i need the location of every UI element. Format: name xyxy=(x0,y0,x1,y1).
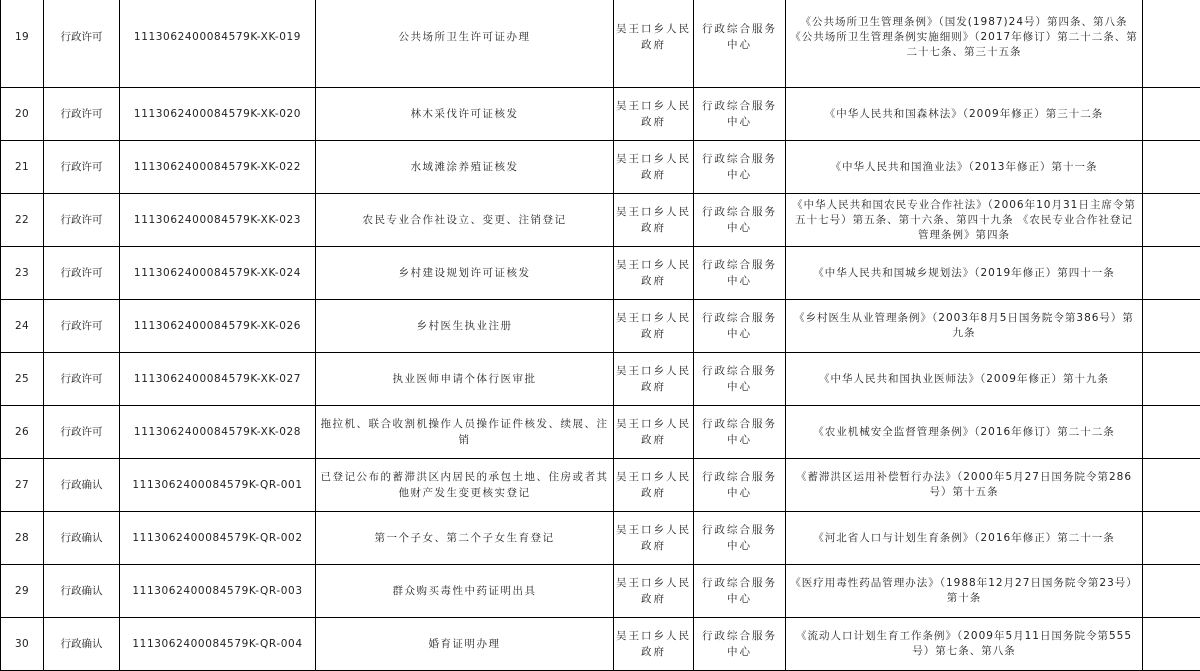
row-item-name: 公共场所卫生许可证办理 xyxy=(316,0,614,88)
row-remark xyxy=(1143,300,1200,353)
row-code: 1113062400084579K-XK-027 xyxy=(120,353,316,406)
row-number: 26 xyxy=(1,406,44,459)
row-department: 行政综合服务中心 xyxy=(694,247,786,300)
row-item-name: 水域滩涂养殖证核发 xyxy=(316,141,614,194)
table-row xyxy=(1,406,1200,459)
row-category: 行政许可 xyxy=(44,0,120,88)
row-item-name: 第一个子女、第二个子女生育登记 xyxy=(316,512,614,565)
row-code: 1113062400084579K-XK-019 xyxy=(120,0,316,88)
row-category: 行政确认 xyxy=(44,512,120,565)
row-legal-basis: 《中华人民共和国执业医师法》（2009年修正）第十九条 xyxy=(786,353,1143,406)
row-code: 1113062400084579K-XK-024 xyxy=(120,247,316,300)
row-category: 行政许可 xyxy=(44,406,120,459)
row-department: 行政综合服务中心 xyxy=(694,141,786,194)
row-subject: 吴王口乡人民政府 xyxy=(614,353,694,406)
row-code: 1113062400084579K-XK-023 xyxy=(120,194,316,247)
table-row xyxy=(1,353,1200,406)
row-category: 行政许可 xyxy=(44,194,120,247)
row-subject: 吴王口乡人民政府 xyxy=(614,194,694,247)
row-category: 行政许可 xyxy=(44,247,120,300)
row-item-name: 乡村建设规划许可证核发 xyxy=(316,247,614,300)
row-number: 21 xyxy=(1,141,44,194)
row-remark xyxy=(1143,0,1200,88)
row-department: 行政综合服务中心 xyxy=(694,512,786,565)
row-remark xyxy=(1143,406,1200,459)
row-department: 行政综合服务中心 xyxy=(694,618,786,671)
row-category: 行政许可 xyxy=(44,353,120,406)
row-subject: 吴王口乡人民政府 xyxy=(614,459,694,512)
table-row xyxy=(1,88,1200,141)
row-legal-basis: 《中华人民共和国渔业法》（2013年修正）第十一条 xyxy=(786,141,1143,194)
row-category: 行政许可 xyxy=(44,88,120,141)
row-legal-basis: 《流动人口计划生育工作条例》（2009年5月11日国务院令第555号）第七条、第八条 xyxy=(786,618,1143,671)
row-category: 行政确认 xyxy=(44,459,120,512)
table-body xyxy=(1,0,1200,671)
row-code: 1113062400084579K-XK-022 xyxy=(120,141,316,194)
row-legal-basis: 《中华人民共和国农民专业合作社法》（2006年10月31日主席令第五十七号）第五条、第十六条、第四十九条 《农民专业合作社登记管理条例》第四条 xyxy=(786,194,1143,247)
row-legal-basis: 《蓄滞洪区运用补偿暂行办法》（2000年5月27日国务院令第286号）第十五条 xyxy=(786,459,1143,512)
row-subject: 吴王口乡人民政府 xyxy=(614,565,694,618)
row-legal-basis: 《中华人民共和国城乡规划法》（2019年修正）第四十一条 xyxy=(786,247,1143,300)
row-remark xyxy=(1143,194,1200,247)
row-remark xyxy=(1143,353,1200,406)
table-row xyxy=(1,194,1200,247)
row-department: 行政综合服务中心 xyxy=(694,0,786,88)
row-remark xyxy=(1143,88,1200,141)
row-remark xyxy=(1143,512,1200,565)
row-number: 20 xyxy=(1,88,44,141)
row-department: 行政综合服务中心 xyxy=(694,459,786,512)
row-number: 22 xyxy=(1,194,44,247)
row-item-name: 农民专业合作社设立、变更、注销登记 xyxy=(316,194,614,247)
row-category: 行政许可 xyxy=(44,300,120,353)
row-number: 28 xyxy=(1,512,44,565)
row-department: 行政综合服务中心 xyxy=(694,565,786,618)
row-subject: 吴王口乡人民政府 xyxy=(614,141,694,194)
row-subject: 吴王口乡人民政府 xyxy=(614,88,694,141)
row-number: 29 xyxy=(1,565,44,618)
row-category: 行政确认 xyxy=(44,565,120,618)
row-department: 行政综合服务中心 xyxy=(694,300,786,353)
row-legal-basis: 《乡村医生从业管理条例》（2003年8月5日国务院令第386号）第九条 xyxy=(786,300,1143,353)
row-code: 1113062400084579K-QR-004 xyxy=(120,618,316,671)
row-number: 25 xyxy=(1,353,44,406)
row-number: 27 xyxy=(1,459,44,512)
row-item-name: 婚育证明办理 xyxy=(316,618,614,671)
row-remark xyxy=(1143,565,1200,618)
row-code: 1113062400084579K-QR-001 xyxy=(120,459,316,512)
row-legal-basis: 《农业机械安全监督管理条例》（2016年修订）第二十二条 xyxy=(786,406,1143,459)
row-remark xyxy=(1143,247,1200,300)
row-item-name: 已登记公布的蓄滞洪区内居民的承包土地、住房或者其他财产发生变更核实登记 xyxy=(316,459,614,512)
row-department: 行政综合服务中心 xyxy=(694,88,786,141)
row-code: 1113062400084579K-QR-002 xyxy=(120,512,316,565)
row-number: 19 xyxy=(1,0,44,88)
row-department: 行政综合服务中心 xyxy=(694,406,786,459)
row-code: 1113062400084579K-QR-003 xyxy=(120,565,316,618)
row-item-name: 拖拉机、联合收割机操作人员操作证件核发、续展、注销 xyxy=(316,406,614,459)
row-category: 行政确认 xyxy=(44,618,120,671)
row-legal-basis: 《医疗用毒性药品管理办法》（1988年12月27日国务院令第23号）第十条 xyxy=(786,565,1143,618)
row-number: 24 xyxy=(1,300,44,353)
row-subject: 吴王口乡人民政府 xyxy=(614,512,694,565)
row-item-name: 乡村医生执业注册 xyxy=(316,300,614,353)
row-subject: 吴王口乡人民政府 xyxy=(614,406,694,459)
row-item-name: 林木采伐许可证核发 xyxy=(316,88,614,141)
row-code: 1113062400084579K-XK-026 xyxy=(120,300,316,353)
row-category: 行政许可 xyxy=(44,141,120,194)
row-item-name: 执业医师申请个体行医审批 xyxy=(316,353,614,406)
table-row xyxy=(1,618,1200,671)
row-subject: 吴王口乡人民政府 xyxy=(614,618,694,671)
table-row xyxy=(1,459,1200,512)
row-number: 23 xyxy=(1,247,44,300)
row-subject: 吴王口乡人民政府 xyxy=(614,247,694,300)
row-remark xyxy=(1143,618,1200,671)
table-row xyxy=(1,141,1200,194)
row-remark xyxy=(1143,459,1200,512)
row-code: 1113062400084579K-XK-028 xyxy=(120,406,316,459)
row-remark xyxy=(1143,141,1200,194)
table-row xyxy=(1,300,1200,353)
table-row xyxy=(1,565,1200,618)
row-number: 30 xyxy=(1,618,44,671)
row-subject: 吴王口乡人民政府 xyxy=(614,0,694,88)
row-department: 行政综合服务中心 xyxy=(694,194,786,247)
row-legal-basis: 《中华人民共和国森林法》（2009年修正）第三十二条 xyxy=(786,88,1143,141)
row-legal-basis: 《公共场所卫生管理条例》（国发(1987)24号）第四条、第八条 《公共场所卫生管理条例实施细则》（2017年修订）第二十二条、第二十七条、第三十五条 xyxy=(786,0,1143,88)
row-department: 行政综合服务中心 xyxy=(694,353,786,406)
row-legal-basis: 《河北省人口与计划生育条例》（2016年修正）第二十一条 xyxy=(786,512,1143,565)
row-item-name: 群众购买毒性中药证明出具 xyxy=(316,565,614,618)
row-subject: 吴王口乡人民政府 xyxy=(614,300,694,353)
table-row xyxy=(1,247,1200,300)
row-code: 1113062400084579K-XK-020 xyxy=(120,88,316,141)
table-row xyxy=(1,512,1200,565)
table-row xyxy=(1,0,1200,88)
